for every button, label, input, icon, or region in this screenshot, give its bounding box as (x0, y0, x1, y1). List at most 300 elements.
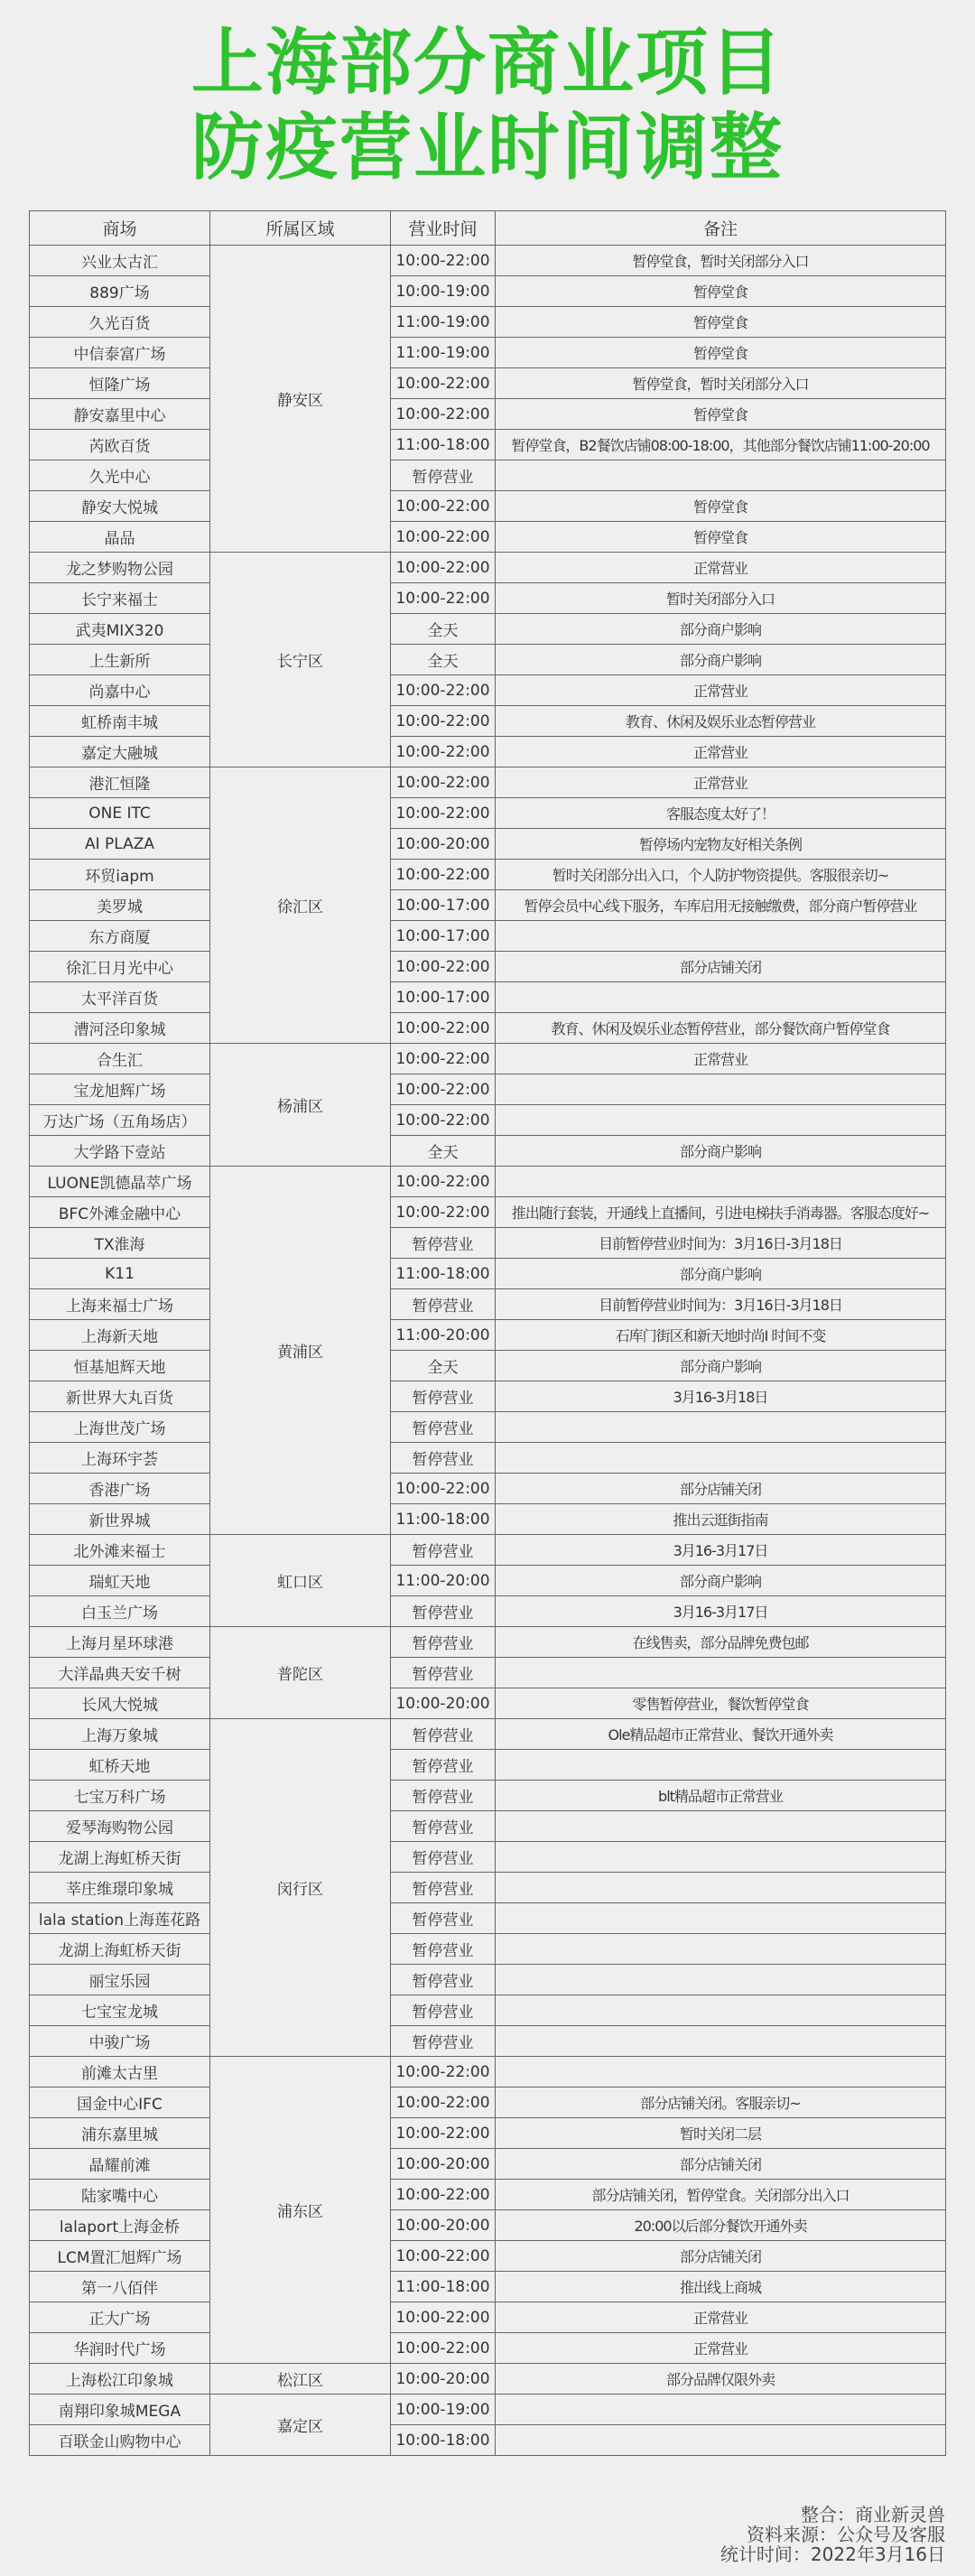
table-row (30, 307, 946, 338)
table-row (30, 921, 946, 952)
business-hours-cell: 10:00-22:00 (391, 737, 496, 767)
business-hours-cell: 10:00-22:00 (391, 767, 496, 798)
business-hours-cell: 10:00-22:00 (391, 399, 496, 430)
mall-name-cell: 百联金山购物中心 (30, 2425, 210, 2456)
business-hours-table (29, 210, 946, 2456)
table-row (30, 2241, 946, 2272)
table-row (30, 368, 946, 399)
business-hours-cell: 10:00-22:00 (391, 706, 496, 737)
mall-name-cell: 上海万象城 (30, 1719, 210, 1750)
mall-name-cell: 龙湖上海虹桥天街 (30, 1934, 210, 1965)
notes-cell: 暂停堂食 (496, 307, 946, 338)
notes-cell (496, 1934, 946, 1965)
notes-cell: 部分店铺关闭 (496, 952, 946, 982)
mall-name-cell: 静安嘉里中心 (30, 399, 210, 430)
notes-cell: 3月16-3月17日 (496, 1535, 946, 1566)
business-hours-cell: 暂停营业 (391, 1903, 496, 1934)
notes-cell: 暂停堂食 (496, 522, 946, 553)
table-row (30, 276, 946, 307)
notes-cell (496, 982, 946, 1013)
business-hours-cell: 10:00-22:00 (391, 860, 496, 890)
mall-name-cell: 上海世茂广场 (30, 1412, 210, 1443)
business-hours-cell: 暂停营业 (391, 1719, 496, 1750)
notes-cell: 目前暂停营业时间为：3月16日-3月18日 (496, 1228, 946, 1259)
table-row (30, 829, 946, 860)
table-row (30, 2026, 946, 2057)
business-hours-cell: 全天 (391, 1351, 496, 1381)
notes-cell (496, 1873, 946, 1903)
business-hours-cell: 10:00-22:00 (391, 491, 496, 522)
notes-cell (496, 2395, 946, 2425)
mall-name-cell: 长宁来福士 (30, 583, 210, 614)
table-row (30, 1995, 946, 2026)
table-row (30, 338, 946, 368)
business-hours-cell: 暂停营业 (391, 2026, 496, 2057)
table-row (30, 1688, 946, 1719)
business-hours-cell: 10:00-20:00 (391, 2210, 496, 2241)
mall-name-cell: 889广场 (30, 276, 210, 307)
business-hours-cell: 11:00-18:00 (391, 1504, 496, 1535)
table-body (30, 246, 946, 2456)
mall-name-cell: LUONE凯德晶萃广场 (30, 1167, 210, 1197)
table-row (30, 2302, 946, 2333)
mall-name-cell: 新世界城 (30, 1504, 210, 1535)
notes-cell: 暂时关闭二层 (496, 2118, 946, 2149)
table-row (30, 2180, 946, 2210)
mall-name-cell: 南翔印象城MEGA (30, 2395, 210, 2425)
notes-cell: 部分店铺关闭 (496, 2241, 946, 2272)
notes-cell: 暂时关闭部分入口 (496, 583, 946, 614)
mall-name-cell: 久光百货 (30, 307, 210, 338)
table-row (30, 1289, 946, 1320)
notes-cell: 部分店铺关闭，暂停堂食。关闭部分出入口 (496, 2180, 946, 2210)
mall-name-cell: 恒基旭辉天地 (30, 1351, 210, 1381)
mall-name-cell: 新世界大丸百货 (30, 1381, 210, 1412)
table-row (30, 1412, 946, 1443)
table-row (30, 2149, 946, 2180)
table-row (30, 1781, 946, 1811)
notes-cell: 部分品牌仅限外卖 (496, 2364, 946, 2395)
mall-name-cell: 七宝宝龙城 (30, 1995, 210, 2026)
notes-cell: Ole精品超市正常营业、餐饮开通外卖 (496, 1719, 946, 1750)
mall-name-cell: 爱琴海购物公园 (30, 1811, 210, 1842)
notes-cell: 教育、休闲及娱乐业态暂停营业，部分餐饮商户暂停堂食 (496, 1013, 946, 1044)
business-hours-cell: 暂停营业 (391, 1995, 496, 2026)
footer-source: 资料来源：公众号及客服 (747, 2524, 945, 2545)
table-row (30, 706, 946, 737)
mall-name-cell: 久光中心 (30, 460, 210, 491)
business-hours-cell: 暂停营业 (391, 1596, 496, 1627)
mall-name-cell: LCM置汇旭辉广场 (30, 2241, 210, 2272)
table-row (30, 1934, 946, 1965)
footer-compiled-by: 整合：商业新灵兽 (801, 2504, 945, 2525)
business-hours-cell: 暂停营业 (391, 1289, 496, 1320)
table-row (30, 614, 946, 645)
table-row (30, 645, 946, 675)
notes-cell (496, 1167, 946, 1197)
mall-name-cell: 万达广场（五角场店） (30, 1105, 210, 1136)
mall-name-cell: 中骏广场 (30, 2026, 210, 2057)
business-hours-cell: 10:00-18:00 (391, 2425, 496, 2456)
mall-name-cell: 武夷MIX320 (30, 614, 210, 645)
mall-name-cell: 上海环宇荟 (30, 1443, 210, 1474)
notes-cell (496, 1750, 946, 1781)
notes-cell: 部分商户影响 (496, 645, 946, 675)
mall-name-cell: 国金中心IFC (30, 2088, 210, 2118)
table-row (30, 1228, 946, 1259)
business-hours-cell: 10:00-22:00 (391, 2118, 496, 2149)
business-hours-cell: 10:00-22:00 (391, 2088, 496, 2118)
business-hours-cell: 暂停营业 (391, 1627, 496, 1658)
mall-name-cell: 太平洋百货 (30, 982, 210, 1013)
business-hours-cell: 暂停营业 (391, 1965, 496, 1995)
mall-name-cell: 环贸iapm (30, 860, 210, 890)
district-cell: 黄浦区 (210, 1167, 391, 1535)
mall-name-cell: 恒隆广场 (30, 368, 210, 399)
business-hours-cell: 暂停营业 (391, 1934, 496, 1965)
table-row (30, 1474, 946, 1504)
mall-name-cell: 华润时代广场 (30, 2333, 210, 2364)
business-hours-cell: 10:00-17:00 (391, 982, 496, 1013)
mall-name-cell: 静安大悦城 (30, 491, 210, 522)
table-row (30, 1596, 946, 1627)
notes-cell: 暂停堂食 (496, 276, 946, 307)
table-row (30, 2118, 946, 2149)
notes-cell: 暂停堂食 (496, 491, 946, 522)
notes-cell: 部分店铺关闭 (496, 2149, 946, 2180)
mall-name-cell: lalaport上海金桥 (30, 2210, 210, 2241)
business-hours-cell: 10:00-20:00 (391, 829, 496, 860)
header-mall: 商场 (30, 211, 210, 246)
mall-name-cell: 尚嘉中心 (30, 675, 210, 706)
business-hours-cell: 10:00-22:00 (391, 246, 496, 276)
table-row (30, 1044, 946, 1074)
mall-name-cell: 上海月星环球港 (30, 1627, 210, 1658)
table-row (30, 1811, 946, 1842)
mall-name-cell: 大洋晶典天安千树 (30, 1658, 210, 1688)
notes-cell (496, 1811, 946, 1842)
notes-cell: 正常营业 (496, 675, 946, 706)
business-hours-cell: 11:00-20:00 (391, 1566, 496, 1596)
mall-name-cell: 龙湖上海虹桥天街 (30, 1842, 210, 1873)
business-hours-cell: 10:00-22:00 (391, 798, 496, 829)
table-row (30, 1197, 946, 1228)
business-hours-cell: 10:00-19:00 (391, 276, 496, 307)
table-row (30, 460, 946, 491)
business-hours-cell: 10:00-22:00 (391, 2333, 496, 2364)
business-hours-cell: 11:00-18:00 (391, 2272, 496, 2302)
mall-name-cell: 龙之梦购物公园 (30, 553, 210, 583)
table-row (30, 2210, 946, 2241)
mall-name-cell: 丽宝乐园 (30, 1965, 210, 1995)
table-header-row (30, 211, 946, 246)
business-hours-cell: 10:00-20:00 (391, 2149, 496, 2180)
notes-cell: blt精品超市正常营业 (496, 1781, 946, 1811)
notes-cell: 暂停堂食 (496, 338, 946, 368)
notes-cell: 在线售卖，部分品牌免费包邮 (496, 1627, 946, 1658)
mall-name-cell: 中信泰富广场 (30, 338, 210, 368)
business-hours-cell: 10:00-22:00 (391, 368, 496, 399)
mall-name-cell: ONE ITC (30, 798, 210, 829)
district-cell: 徐汇区 (210, 767, 391, 1044)
table-row (30, 2088, 946, 2118)
business-hours-cell: 10:00-22:00 (391, 2180, 496, 2210)
notes-cell: 正常营业 (496, 2302, 946, 2333)
business-hours-cell: 10:00-20:00 (391, 2364, 496, 2395)
mall-name-cell: TX淮海 (30, 1228, 210, 1259)
business-hours-cell: 暂停营业 (391, 1873, 496, 1903)
notes-cell (496, 1105, 946, 1136)
notes-cell: 部分店铺关闭 (496, 1474, 946, 1504)
mall-name-cell: 晶品 (30, 522, 210, 553)
table-row (30, 1873, 946, 1903)
business-hours-cell: 全天 (391, 1136, 496, 1167)
notes-cell (496, 1412, 946, 1443)
business-hours-cell: 10:00-19:00 (391, 2395, 496, 2425)
mall-name-cell: 上海来福士广场 (30, 1289, 210, 1320)
notes-cell: 暂停会员中心线下服务，车库启用无接触缴费，部分商户暂停营业 (496, 890, 946, 921)
business-hours-cell: 11:00-20:00 (391, 1320, 496, 1351)
notes-cell: 正常营业 (496, 553, 946, 583)
notes-cell (496, 921, 946, 952)
business-hours-cell: 10:00-22:00 (391, 1074, 496, 1105)
business-hours-cell: 10:00-22:00 (391, 583, 496, 614)
business-hours-cell: 10:00-22:00 (391, 1044, 496, 1074)
table-row (30, 798, 946, 829)
notes-cell: 部分商户影响 (496, 1259, 946, 1289)
mall-name-cell: 莘庄维璟印象城 (30, 1873, 210, 1903)
table-row (30, 1719, 946, 1750)
table-row (30, 1381, 946, 1412)
table-row (30, 1259, 946, 1289)
mall-name-cell: 北外滩来福士 (30, 1535, 210, 1566)
mall-name-cell: 大学路下壹站 (30, 1136, 210, 1167)
header-district: 所属区域 (210, 211, 391, 246)
mall-name-cell: 上海新天地 (30, 1320, 210, 1351)
business-hours-cell: 10:00-20:00 (391, 1688, 496, 1719)
table-row (30, 1167, 946, 1197)
table-row (30, 1320, 946, 1351)
business-hours-cell: 10:00-17:00 (391, 890, 496, 921)
notes-cell: 部分商户影响 (496, 1136, 946, 1167)
notes-cell: 推出云逛街指南 (496, 1504, 946, 1535)
table-row (30, 890, 946, 921)
notes-cell: 3月16-3月17日 (496, 1596, 946, 1627)
mall-name-cell: BFC外滩金融中心 (30, 1197, 210, 1228)
notes-cell: 推出线上商城 (496, 2272, 946, 2302)
page-title-line-1: 上海部分商业项目 (191, 21, 784, 105)
table-row (30, 430, 946, 460)
business-hours-cell: 暂停营业 (391, 1750, 496, 1781)
table-row (30, 1750, 946, 1781)
notes-cell: 暂停堂食，暂时关闭部分入口 (496, 246, 946, 276)
table-row (30, 952, 946, 982)
notes-cell: 正常营业 (496, 1044, 946, 1074)
mall-name-cell: 白玉兰广场 (30, 1596, 210, 1627)
mall-name-cell: 东方商厦 (30, 921, 210, 952)
table-row (30, 982, 946, 1013)
mall-name-cell: 虹桥天地 (30, 1750, 210, 1781)
business-hours-cell: 暂停营业 (391, 1842, 496, 1873)
notes-cell: 部分商户影响 (496, 1566, 946, 1596)
business-hours-cell: 暂停营业 (391, 1412, 496, 1443)
table-row (30, 2395, 946, 2425)
business-hours-cell: 10:00-17:00 (391, 921, 496, 952)
table-row (30, 2425, 946, 2456)
mall-name-cell: 正大广场 (30, 2302, 210, 2333)
notes-cell: 正常营业 (496, 737, 946, 767)
table-row (30, 399, 946, 430)
business-hours-cell: 10:00-22:00 (391, 1105, 496, 1136)
table-row (30, 2364, 946, 2395)
business-hours-cell: 暂停营业 (391, 1443, 496, 1474)
mall-name-cell: 长风大悦城 (30, 1688, 210, 1719)
mall-name-cell: 七宝万科广场 (30, 1781, 210, 1811)
notes-cell (496, 2026, 946, 2057)
business-hours-cell: 10:00-22:00 (391, 1167, 496, 1197)
district-cell: 松江区 (210, 2364, 391, 2395)
business-hours-cell: 10:00-22:00 (391, 553, 496, 583)
table-row (30, 1074, 946, 1105)
business-hours-cell: 10:00-22:00 (391, 2057, 496, 2088)
table-row (30, 1105, 946, 1136)
mall-name-cell: 港汇恒隆 (30, 767, 210, 798)
business-hours-cell: 暂停营业 (391, 1535, 496, 1566)
table-row (30, 2333, 946, 2364)
district-cell: 闵行区 (210, 1719, 391, 2057)
business-hours-cell: 暂停营业 (391, 1381, 496, 1412)
page-title-line-2: 防疫营业时间调整 (191, 106, 784, 190)
table-row (30, 1842, 946, 1873)
table-row (30, 737, 946, 767)
mall-name-cell: 合生汇 (30, 1044, 210, 1074)
business-hours-cell: 11:00-18:00 (391, 1259, 496, 1289)
business-hours-cell: 11:00-18:00 (391, 430, 496, 460)
table-row (30, 767, 946, 798)
table-row (30, 860, 946, 890)
notes-cell: 正常营业 (496, 767, 946, 798)
table-row (30, 246, 946, 276)
mall-name-cell: lala station上海莲花路 (30, 1903, 210, 1934)
notes-cell: 20:00以后部分餐饮开通外卖 (496, 2210, 946, 2241)
business-hours-cell: 10:00-22:00 (391, 675, 496, 706)
table-row (30, 1504, 946, 1535)
notes-cell: 暂停堂食，B2餐饮店铺08:00-18:00，其他部分餐饮店铺11:00-20:00 (496, 430, 946, 460)
mall-name-cell: 宝龙旭辉广场 (30, 1074, 210, 1105)
table-row (30, 522, 946, 553)
mall-name-cell: 瑞虹天地 (30, 1566, 210, 1596)
notes-cell: 暂停堂食 (496, 399, 946, 430)
notes-cell: 客服态度太好了！ (496, 798, 946, 829)
mall-name-cell: 陆家嘴中心 (30, 2180, 210, 2210)
business-hours-cell: 暂停营业 (391, 1658, 496, 1688)
notes-cell (496, 460, 946, 491)
header-hours: 营业时间 (391, 211, 496, 246)
business-hours-cell: 暂停营业 (391, 460, 496, 491)
notes-cell: 暂停场内宠物友好相关条例 (496, 829, 946, 860)
business-hours-cell: 10:00-22:00 (391, 1197, 496, 1228)
business-hours-cell: 暂停营业 (391, 1228, 496, 1259)
district-cell: 嘉定区 (210, 2395, 391, 2456)
table-row (30, 1903, 946, 1934)
mall-name-cell: 徐汇日月光中心 (30, 952, 210, 982)
table-row (30, 1443, 946, 1474)
business-hours-cell: 10:00-22:00 (391, 1474, 496, 1504)
district-cell: 杨浦区 (210, 1044, 391, 1167)
notes-cell: 正常营业 (496, 2333, 946, 2364)
mall-name-cell: AI PLAZA (30, 829, 210, 860)
footer-stat-time: 统计时间：2022年3月16日 (720, 2543, 945, 2565)
table-row (30, 1136, 946, 1167)
district-cell: 静安区 (210, 246, 391, 553)
business-hours-cell: 全天 (391, 645, 496, 675)
notes-cell: 部分商户影响 (496, 614, 946, 645)
table-row (30, 1627, 946, 1658)
district-cell: 虹口区 (210, 1535, 391, 1627)
table-row (30, 583, 946, 614)
table-row (30, 491, 946, 522)
district-cell: 长宁区 (210, 553, 391, 767)
mall-name-cell: 嘉定大融城 (30, 737, 210, 767)
notes-cell: 零售暂停营业，餐饮暂停堂食 (496, 1688, 946, 1719)
table-row (30, 1535, 946, 1566)
business-hours-cell: 11:00-19:00 (391, 307, 496, 338)
table-row (30, 1965, 946, 1995)
notes-cell: 教育、休闲及娱乐业态暂停营业 (496, 706, 946, 737)
notes-cell (496, 1658, 946, 1688)
business-hours-cell: 10:00-22:00 (391, 2302, 496, 2333)
district-cell: 浦东区 (210, 2057, 391, 2364)
mall-name-cell: 芮欧百货 (30, 430, 210, 460)
business-hours-cell: 暂停营业 (391, 1811, 496, 1842)
mall-name-cell: 浦东嘉里城 (30, 2118, 210, 2149)
mall-name-cell: 前滩太古里 (30, 2057, 210, 2088)
notes-cell: 部分店铺关闭。客服亲切~ (496, 2088, 946, 2118)
business-hours-cell: 11:00-19:00 (391, 338, 496, 368)
table-row (30, 553, 946, 583)
notes-cell (496, 1443, 946, 1474)
mall-name-cell: 香港广场 (30, 1474, 210, 1504)
notes-cell (496, 1965, 946, 1995)
notes-cell: 目前暂停营业时间为：3月16日-3月18日 (496, 1289, 946, 1320)
notes-cell (496, 1842, 946, 1873)
header-notes: 备注 (496, 211, 946, 246)
mall-name-cell: 第一八佰伴 (30, 2272, 210, 2302)
business-hours-cell: 10:00-22:00 (391, 2241, 496, 2272)
notes-cell: 推出随行套装，开通线上直播间，引进电梯扶手消毒器。客服态度好~ (496, 1197, 946, 1228)
mall-name-cell: 上生新所 (30, 645, 210, 675)
mall-name-cell: 虹桥南丰城 (30, 706, 210, 737)
mall-name-cell: K11 (30, 1259, 210, 1289)
notes-cell: 石库门街区和新天地时尚I 时间不变 (496, 1320, 946, 1351)
notes-cell (496, 2057, 946, 2088)
table-row (30, 1013, 946, 1044)
notes-cell (496, 2425, 946, 2456)
table-row (30, 675, 946, 706)
table-row (30, 1658, 946, 1688)
table-row (30, 2272, 946, 2302)
table-row (30, 1566, 946, 1596)
business-hours-cell: 暂停营业 (391, 1781, 496, 1811)
notes-cell: 部分商户影响 (496, 1351, 946, 1381)
district-cell: 普陀区 (210, 1627, 391, 1719)
business-hours-cell: 10:00-22:00 (391, 1013, 496, 1044)
notes-cell: 暂停堂食，暂时关闭部分入口 (496, 368, 946, 399)
business-hours-cell: 全天 (391, 614, 496, 645)
mall-name-cell: 兴业太古汇 (30, 246, 210, 276)
table-row (30, 1351, 946, 1381)
notes-cell: 暂时关闭部分出入口，个人防护物资提供。客服很亲切~ (496, 860, 946, 890)
